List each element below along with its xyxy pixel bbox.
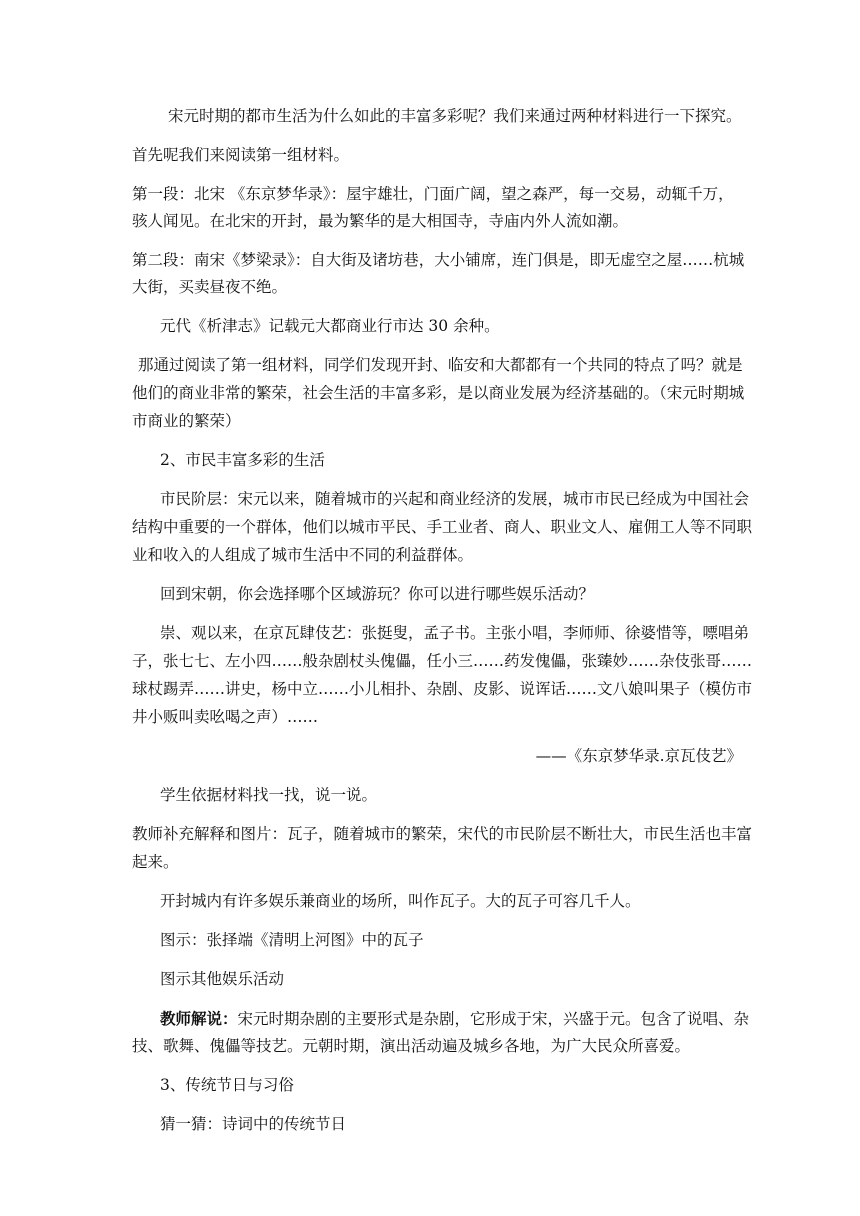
paragraph-line: 结构中重要的一个群体，他们以城市平民、手工业者、商人、职业文人、雇佣工人等不同职: [132, 518, 753, 536]
paragraph-line: 那通过阅读了第一组材料，同学们发现开封、临安和大都都有一个共同的特点了吗？就是: [138, 356, 743, 374]
paragraph-line: 首先呢我们来阅读第一组材料。: [132, 146, 350, 164]
paragraph-line: 开封城内有许多娱乐兼商业的场所，叫作瓦子。大的瓦子可容几千人。: [160, 892, 641, 910]
paragraph-line: 学生依据材料找一找，说一说。: [160, 786, 378, 804]
section-heading: 2、市民丰富多彩的生活: [160, 451, 325, 469]
paragraph-line: 他们的商业非常的繁荣，社会生活的丰富多彩，是以商业发展为经济基础的。（宋元时期城: [132, 384, 745, 402]
section-heading: 3、传统节日与习俗: [160, 1076, 294, 1094]
paragraph-line: 图示其他娱乐活动: [160, 970, 285, 988]
paragraph-line: 市民阶层：宋元以来，随着城市的兴起和商业经济的发展，城市市民已经成为中国社会: [160, 490, 750, 508]
paragraph-line: 回到宋朝，你会选择哪个区域游玩？你可以进行哪些娱乐活动？: [160, 585, 595, 603]
paragraph-line: 教师补充解释和图片：瓦子，随着城市的繁荣，宋代的市民阶层不断壮大，市民生活也丰富: [132, 825, 753, 843]
paragraph-line: 技、歌舞、傀儡等技艺。元朝时期，演出活动遍及城乡各地，为广大民众所喜爱。: [132, 1037, 691, 1055]
paragraph-text: 宋元时期杂剧的主要形式是杂剧，它形成于宋，兴盛于元。包含了说唱、杂: [237, 1010, 750, 1028]
paragraph-line: 元代《析津志》记载元大都商业行市达 30 余种。: [160, 317, 500, 335]
paragraph-line: 图示：张择端《清明上河图》中的瓦子: [160, 931, 424, 949]
paragraph-line: 第二段：南宋《梦梁录》：自大街及诸坊巷，大小铺席，连门俱是，即无虚空之屋……杭城: [132, 251, 745, 269]
paragraph-line: 骇人闻见。在北宋的开封，最为繁华的是大相国寺，寺庙内外人流如潮。: [132, 212, 629, 230]
paragraph-line: 宋元时期的都市生活为什么如此的丰富多彩呢？我们来通过两种材料进行一下探究。: [168, 107, 742, 125]
paragraph-line: 起来。: [132, 853, 179, 871]
paragraph-line: 第一段：北宋 《东京梦华录》：屋宇雄壮，门面广阔，望之森严，每一交易，动辄千万，: [132, 185, 734, 203]
paragraph-line: 业和收入的人组成了城市生活中不同的利益群体。: [132, 546, 474, 564]
quote-source: ——《东京梦华录.京瓦伎艺》: [535, 747, 742, 765]
paragraph-line: 井小贩叫卖吆喝之声）……: [132, 708, 319, 726]
paragraph-line: 猜一猜：诗词中的传统节日: [160, 1115, 347, 1133]
paragraph-line: 大街，买卖昼夜不绝。: [132, 278, 288, 296]
paragraph-line: 子，张七七、左小四……般杂剧杖头傀儡，任小三……药发傀儡，张臻妙……杂伎张哥……: [132, 652, 753, 670]
paragraph-line: 球杖踢弄……讲史，杨中立……小儿相扑、杂剧、皮影、说诨话……文八娘叫果子（模仿市: [132, 680, 753, 698]
bold-label: 教师解说：: [160, 1009, 238, 1028]
paragraph-line: 崇、观以来，在京瓦肆伎艺：张挺叟，孟子书。主张小唱，李师师、徐婆惜等，嘌唱弟: [160, 624, 750, 642]
paragraph-line: 市商业的繁荣）: [132, 412, 241, 430]
